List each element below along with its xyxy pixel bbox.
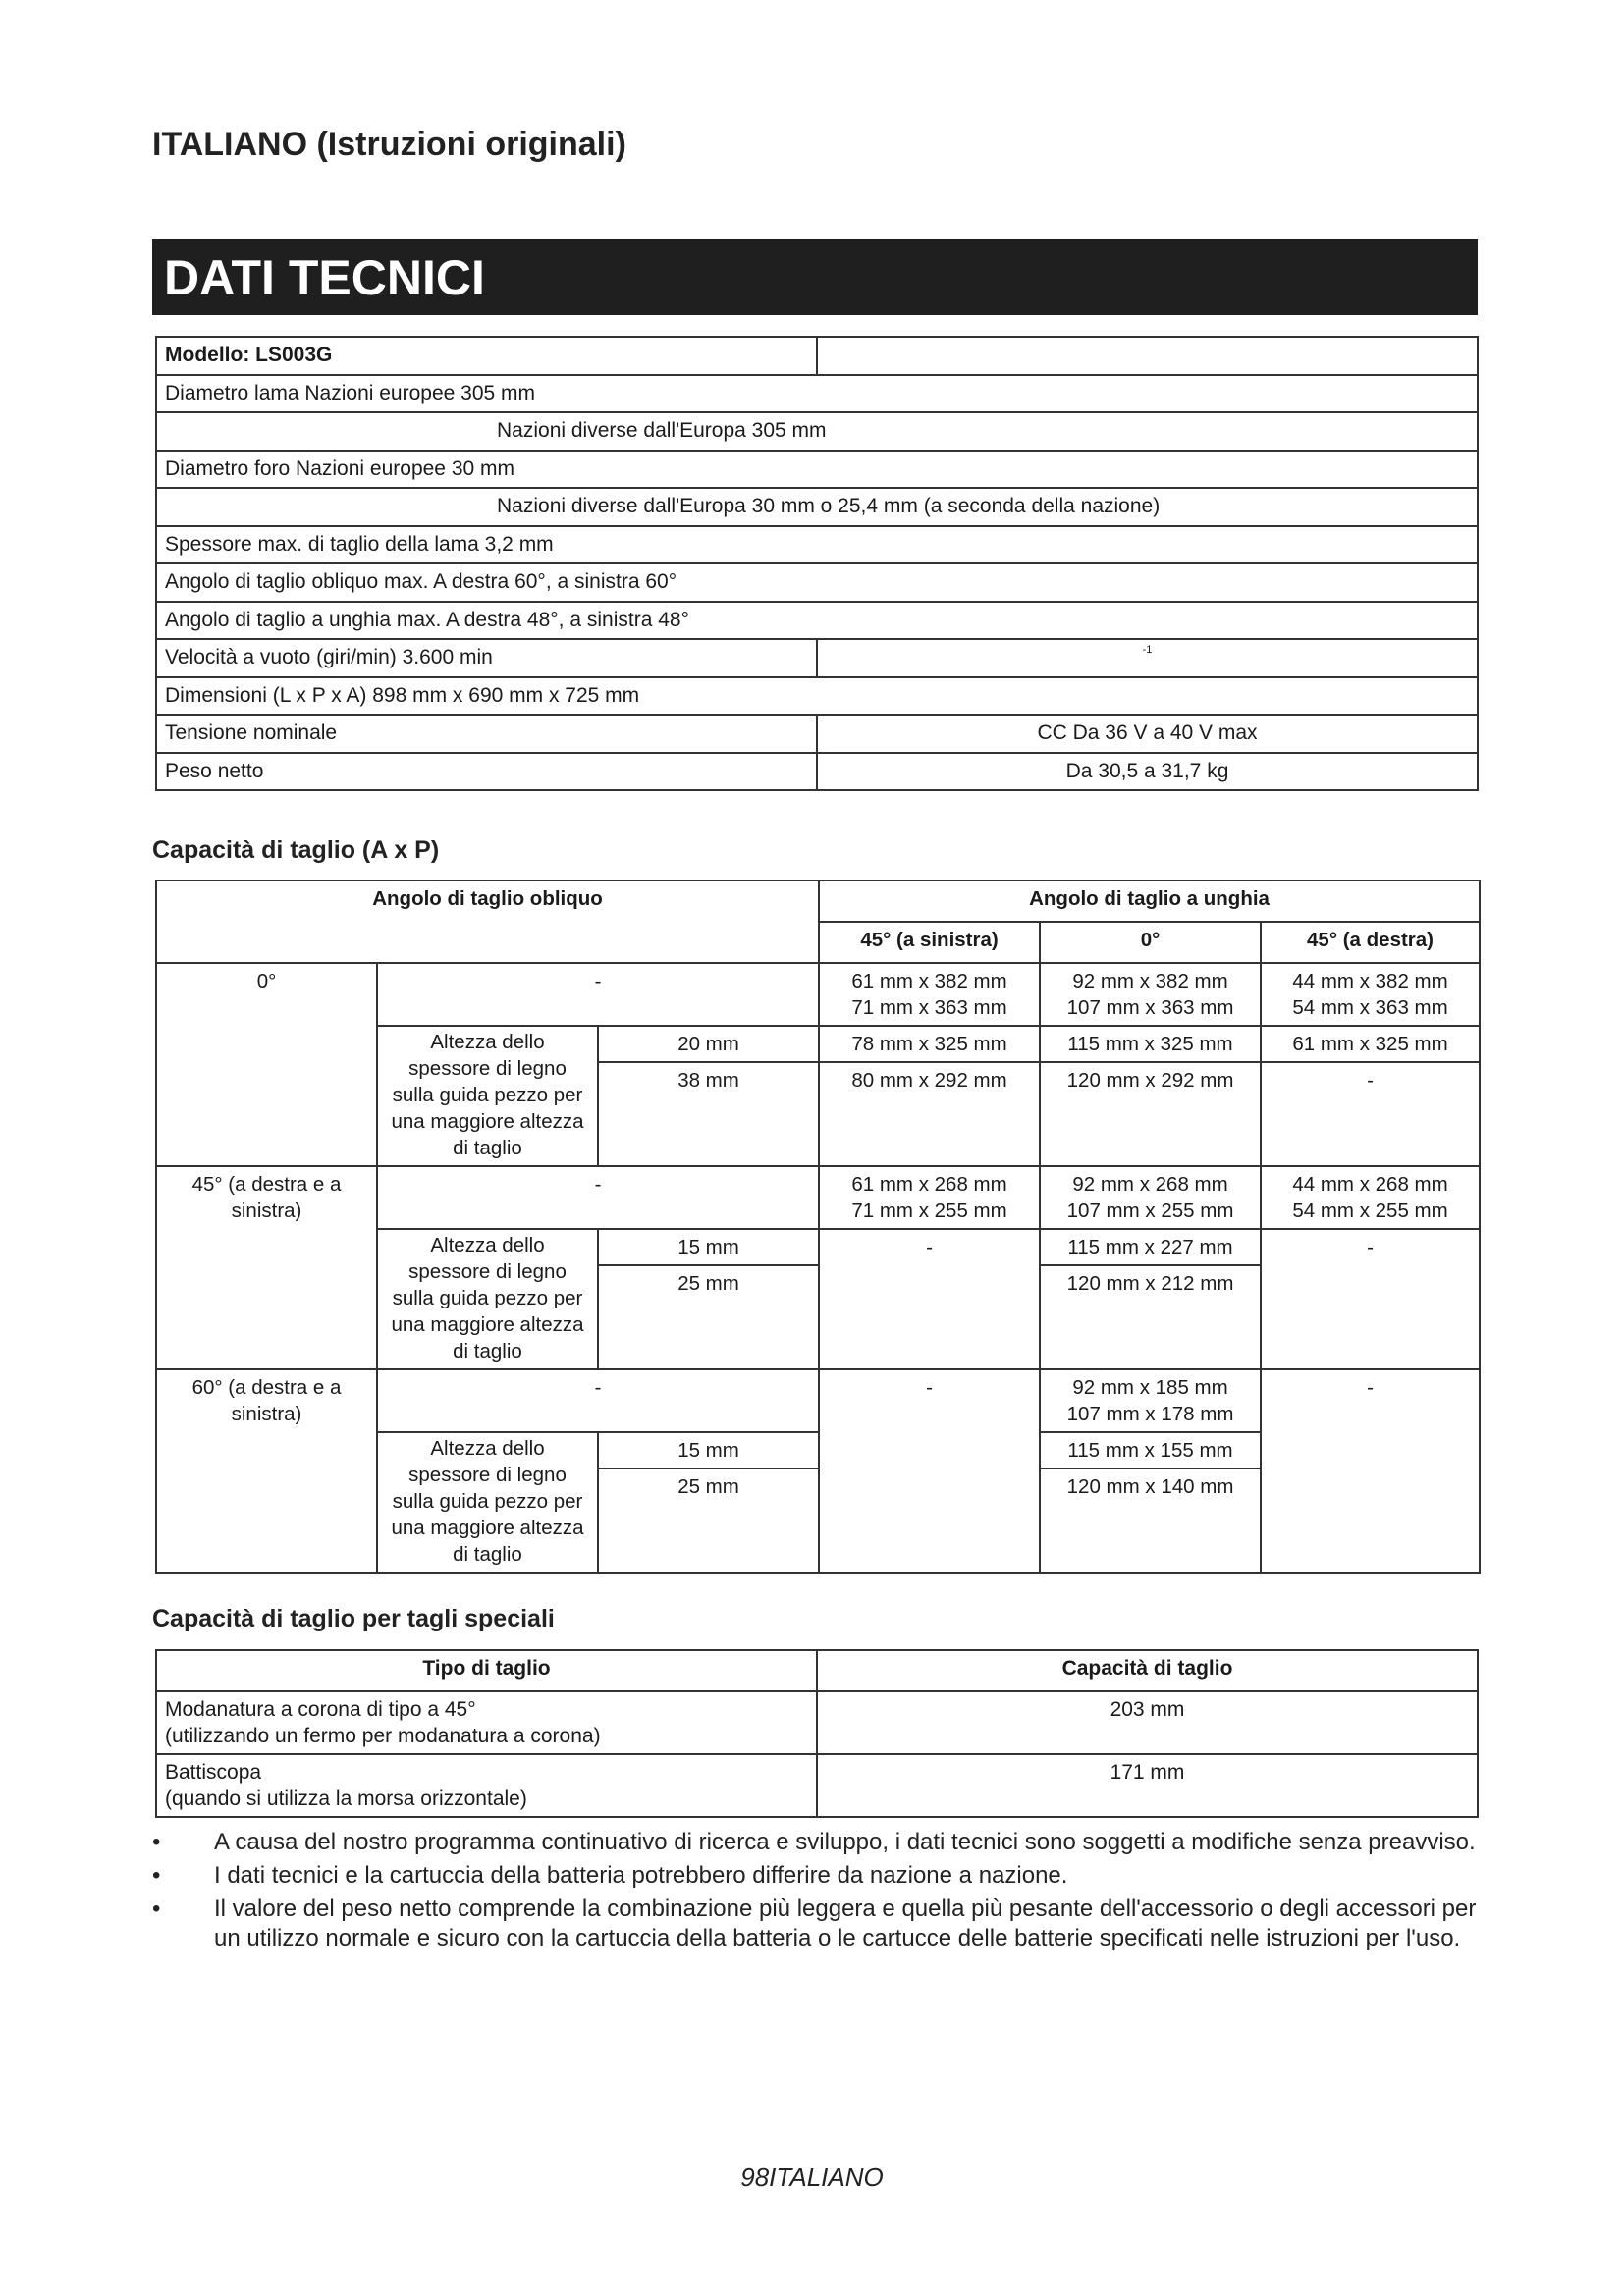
spec-row <box>156 563 1478 602</box>
spec-miter-max: Angolo di taglio a unghia max. A destra 48°, a sinistra 48° <box>156 602 1478 640</box>
cap-cell: 120 mm x 140 mm <box>1040 1468 1261 1573</box>
spec-row <box>156 602 1478 640</box>
cut-capacity: 203 mm <box>817 1691 1478 1754</box>
spec-row <box>156 753 1478 791</box>
cap-cell: 92 mm x 268 mm 107 mm x 255 mm <box>1040 1166 1261 1229</box>
cut-type: Modanatura a corona di tipo a 45° <box>165 1698 476 1721</box>
cap-cell: 115 mm x 325 mm <box>1040 1026 1261 1062</box>
bullet: • <box>152 1896 161 1922</box>
note-text: A causa del nostro programma continuativo di ricerca e sviluppo, i dati tecnici sono soggetti a modifiche senza preavviso. <box>214 1829 1476 1855</box>
cap-cell: 115 mm x 227 mm <box>1040 1229 1261 1265</box>
spec-dimensions: Dimensioni (L x P x A) 898 mm x 690 mm x 725 mm <box>156 677 1478 716</box>
wood-label: Altezza dello spessore di legno sulla guida pezzo per una maggiore altezza di taglio <box>377 1432 598 1573</box>
voltage-value: CC Da 36 V a 40 V max <box>817 715 1478 753</box>
cap-cell: 80 mm x 292 mm <box>819 1062 1040 1166</box>
col-capacity: Capacità di taglio <box>817 1650 1478 1691</box>
miter-header: Angolo di taglio a unghia <box>819 881 1480 922</box>
spec-row <box>156 526 1478 564</box>
cap-cell: 115 mm x 155 mm <box>1040 1432 1261 1468</box>
col-right: 45° (a destra) <box>1261 922 1480 963</box>
spec-row <box>156 715 1478 753</box>
cap-cell: 61 mm x 325 mm <box>1261 1026 1480 1062</box>
spec-row-model <box>156 337 1478 375</box>
wood-height: 25 mm <box>598 1265 819 1369</box>
cap-cell: - <box>819 1369 1040 1573</box>
table-row <box>156 1691 1478 1754</box>
language-title: ITALIANO (Istruzioni originali) <box>152 126 626 163</box>
cap-cell: 44 mm x 382 mm 54 mm x 363 mm <box>1261 963 1480 1026</box>
cap-cell: - <box>1261 1062 1480 1166</box>
table-row <box>156 1754 1478 1817</box>
note-text: I dati tecnici e la cartuccia della batteria potrebbero differire da nazione a nazione. <box>214 1862 1068 1889</box>
spec-speed: Velocità a vuoto (giri/min) 3.600 min <box>156 639 817 677</box>
cap-cell: - <box>1261 1369 1480 1573</box>
angle-0: 0° <box>156 963 377 1166</box>
col-zero: 0° <box>1040 922 1261 963</box>
spec-blade-non-eu: Nazioni diverse dall'Europa 305 mm <box>156 412 1478 451</box>
cap-cell: 78 mm x 325 mm <box>819 1026 1040 1062</box>
spec-bore-eu: Diametro foro Nazioni europee 30 mm <box>156 451 1478 489</box>
wood-height: 15 mm <box>598 1229 819 1265</box>
cap-cell: 120 mm x 212 mm <box>1040 1265 1261 1369</box>
notes-list <box>152 1828 1488 1957</box>
cut-capacity: 171 mm <box>817 1754 1478 1817</box>
spec-row <box>156 639 1478 677</box>
cap-cell: 61 mm x 382 mm 71 mm x 363 mm <box>819 963 1040 1026</box>
dash: - <box>377 1166 819 1229</box>
bullet: • <box>152 1829 161 1855</box>
cap-cell: 61 mm x 268 mm 71 mm x 255 mm <box>819 1166 1040 1229</box>
spec-blade-eu: Diametro lama Nazioni europee 305 mm <box>156 375 1478 413</box>
bevel-header: Angolo di taglio obliquo <box>156 881 819 963</box>
spec-row <box>156 451 1478 489</box>
angle-45: 45° (a destra e a sinistra) <box>156 1166 377 1369</box>
spec-bore-non-eu: Nazioni diverse dall'Europa 30 mm o 25,4 mm (a seconda della nazione) <box>156 488 1478 526</box>
wood-height: 15 mm <box>598 1432 819 1468</box>
weight-label: Peso netto <box>156 753 817 791</box>
wood-height: 25 mm <box>598 1468 819 1573</box>
cap-cell: - <box>1261 1229 1480 1369</box>
cap-cell: 44 mm x 268 mm 54 mm x 255 mm <box>1261 1166 1480 1229</box>
spec-row <box>156 375 1478 413</box>
col-left: 45° (a sinistra) <box>819 922 1040 963</box>
list-item <box>152 1895 1488 1953</box>
list-item <box>152 1828 1488 1857</box>
spec-table <box>155 336 1479 791</box>
spec-bevel-max: Angolo di taglio obliquo max. A destra 60°, a sinistra 60° <box>156 563 1478 602</box>
wood-label: Altezza dello spessore di legno sulla guida pezzo per una maggiore altezza di taglio <box>377 1229 598 1369</box>
capacity-table <box>155 880 1481 1574</box>
cut-note: (utilizzando un fermo per modanatura a corona) <box>165 1725 601 1747</box>
wood-label: Altezza dello spessore di legno sulla guida pezzo per una maggiore altezza di taglio <box>377 1026 598 1166</box>
spec-row <box>156 488 1478 526</box>
speed-superscript: -1 <box>1142 644 1153 656</box>
dash: - <box>377 963 819 1026</box>
cap-cell: 120 mm x 292 mm <box>1040 1062 1261 1166</box>
spec-row <box>156 412 1478 451</box>
col-type: Tipo di taglio <box>156 1650 817 1691</box>
cut-note: (quando si utilizza la morsa orizzontale) <box>165 1788 527 1810</box>
cut-type: Battiscopa <box>165 1761 262 1784</box>
cap-cell: 92 mm x 382 mm 107 mm x 363 mm <box>1040 963 1261 1026</box>
cap-cell: 92 mm x 185 mm 107 mm x 178 mm <box>1040 1369 1261 1432</box>
angle-60: 60° (a destra e a sinistra) <box>156 1369 377 1573</box>
list-item <box>152 1861 1488 1891</box>
special-table <box>155 1649 1479 1818</box>
wood-height: 20 mm <box>598 1026 819 1062</box>
special-heading: Capacità di taglio per tagli speciali <box>152 1605 555 1632</box>
note-text: Il valore del peso netto comprende la combinazione più leggera e quella più pesante dell'accessorio o degli accessori per un utilizzo normale e sicuro con la cartuccia della batteria o le cartucce delle batterie specificati nelle istruzioni per l'uso. <box>214 1896 1477 1951</box>
voltage-label: Tensione nominale <box>156 715 817 753</box>
model-label: Modello: LS003G <box>156 337 817 375</box>
page-footer: 98ITALIANO <box>740 2163 884 2192</box>
dash: - <box>377 1369 819 1432</box>
capacity-heading: Capacità di taglio (A x P) <box>152 836 440 864</box>
weight-value: Da 30,5 a 31,7 kg <box>817 753 1478 791</box>
section-banner: DATI TECNICI <box>152 239 1478 315</box>
cap-cell: - <box>819 1229 1040 1369</box>
spec-kerf: Spessore max. di taglio della lama 3,2 mm <box>156 526 1478 564</box>
wood-height: 38 mm <box>598 1062 819 1166</box>
spec-row <box>156 677 1478 716</box>
bullet: • <box>152 1862 161 1889</box>
